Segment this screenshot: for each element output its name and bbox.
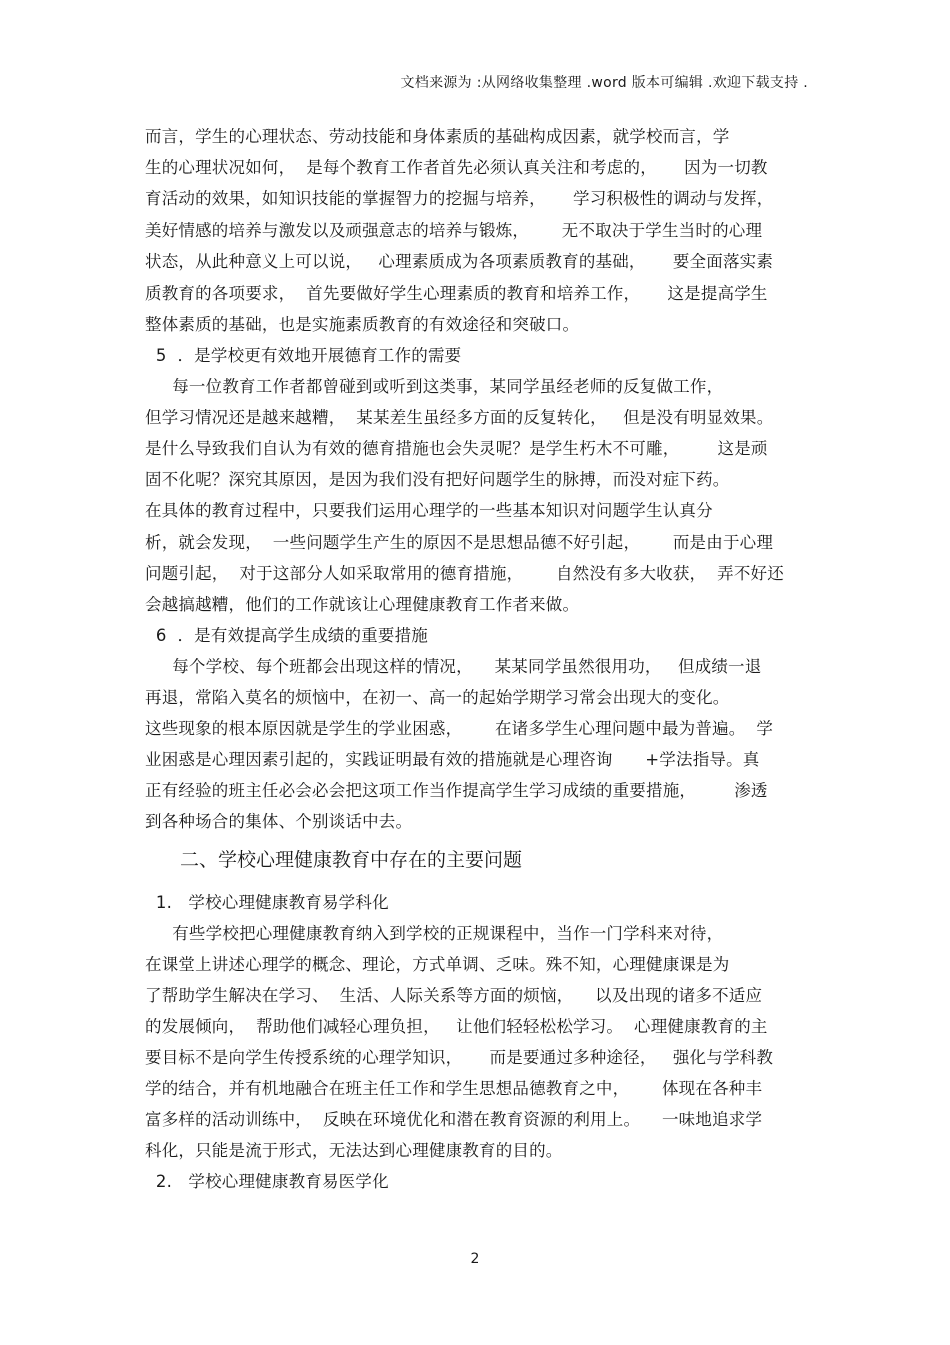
paragraph-line: 这些现象的根本原因就是学生的学业困惑， 在诸多学生心理问题中最为普遍。 学 (145, 719, 774, 738)
paragraph-line: 了帮助学生解决在学习、 生活、人际关系等方面的烦恼， 以及出现的诸多不适应 (145, 986, 763, 1005)
paragraph-line: 但学习情况还是越来越糟， 某某差生虽经多方面的反复转化， 但是没有明显效果。 (145, 408, 774, 427)
paragraph-line: 在课堂上讲述心理学的概念、理论，方式单调、乏味。殊不知，心理健康课是为 (145, 955, 730, 974)
header-note: 文档来源为 :从网络收集整理 .word 版本可编辑 .欢迎下载支持 . (400, 75, 808, 91)
paragraph-line: 每个学校、每个班都会出现这样的情况， 某某同学虽然很用功， 但成绩一退 (145, 657, 762, 676)
paragraph-line: 科化，只能是流于形式，无法达到心理健康教育的目的。 (145, 1141, 563, 1160)
paragraph-line: 质教育的各项要求， 首先要做好学生心理素质的教育和培养工作， 这是提高学生 (145, 284, 768, 303)
paragraph-line: 整体素质的基础，也是实施素质教育的有效途径和突破口。 (145, 315, 580, 334)
paragraph-line: 是什么导致我们自认为有效的德育措施也会失灵呢？是学生朽木不可雕， 这是顽 (145, 439, 768, 458)
paragraph-line: 生的心理状况如何， 是每个教育工作者首先必须认真关注和考虑的， 因为一切教 (145, 158, 768, 177)
paragraph-line: 业困惑是心理因素引起的，实践证明最有效的措施就是心理咨询 +学法指导。真 (145, 750, 760, 769)
paragraph-line: 有些学校把心理健康教育纳入到学校的正规课程中，当作一门学科来对待， (145, 924, 724, 943)
paragraph-line: 的发展倾向， 帮助他们减轻心理负担， 让他们轻轻松松学习。 心理健康教育的主 (145, 1017, 768, 1036)
paragraph-line: 富多样的活动训练中， 反映在环境优化和潜在教育资源的利用上。 一味地追求学 (145, 1110, 763, 1129)
paragraph-line: 到各种场合的集体、个别谈话中去。 (145, 812, 413, 831)
paragraph-line: 正有经验的班主任必会必会把这项工作当作提高学生学习成绩的重要措施， 渗透 (145, 781, 768, 800)
paragraph-line: 再退，常陷入莫名的烦恼中，在初一、高一的起始学期学习常会出现大的变化。 (145, 688, 730, 707)
paragraph-line: 要目标不是向学生传授系统的心理学知识， 而是要通过多种途径， 强化与学科教 (145, 1048, 774, 1067)
paragraph-line: 育活动的效果，如知识技能的掌握智力的挖掘与培养， 学习积极性的调动与发挥， (145, 189, 774, 208)
page-number: 2 (470, 1251, 480, 1267)
paragraph-line: 会越搞越糟，他们的工作就该让心理健康教育工作者来做。 (145, 595, 580, 614)
paragraph-line: 析，就会发现， 一些问题学生产生的原因不是思想品德不好引起， 而是由于心理 (145, 533, 774, 552)
paragraph-line: 在具体的教育过程中，只要我们运用心理学的一些基本知识对问题学生认真分 (145, 501, 713, 520)
paragraph-line: 状态，从此种意义上可以说， 心理素质成为各项素质教育的基础， 要全面落实素 (145, 252, 774, 271)
paragraph-line: 问题引起， 对于这部分人如采取常用的德育措施， 自然没有多大收获， 弄不好还 (145, 564, 784, 583)
paragraph-line: 固不化呢？深究其原因，是因为我们没有把好问题学生的脉搏，而没对症下药。 (145, 470, 730, 489)
numbered-item-heading: 5 ．是学校更有效地开展德育工作的需要 (145, 346, 462, 365)
numbered-item-heading: 2. 学校心理健康教育易医学化 (145, 1172, 389, 1191)
section-heading: 二、学校心理健康教育中存在的主要问题 (180, 849, 523, 871)
paragraph-line: 而言，学生的心理状态、劳动技能和身体素质的基础构成因素，就学校而言，学 (145, 127, 730, 146)
numbered-item-heading: 6 ．是有效提高学生成绩的重要措施 (145, 626, 428, 645)
paragraph-line: 学的结合，并有机地融合在班主任工作和学生思想品德教育之中， 体现在各种丰 (145, 1079, 763, 1098)
numbered-item-heading: 1. 学校心理健康教育易学科化 (145, 893, 389, 912)
paragraph-line: 美好情感的培养与激发以及顽强意志的培养与锻炼， 无不取决于学生当时的心理 (145, 221, 763, 240)
paragraph-line: 每一位教育工作者都曾碰到或听到这类事，某同学虽经老师的反复做工作， (145, 377, 724, 396)
